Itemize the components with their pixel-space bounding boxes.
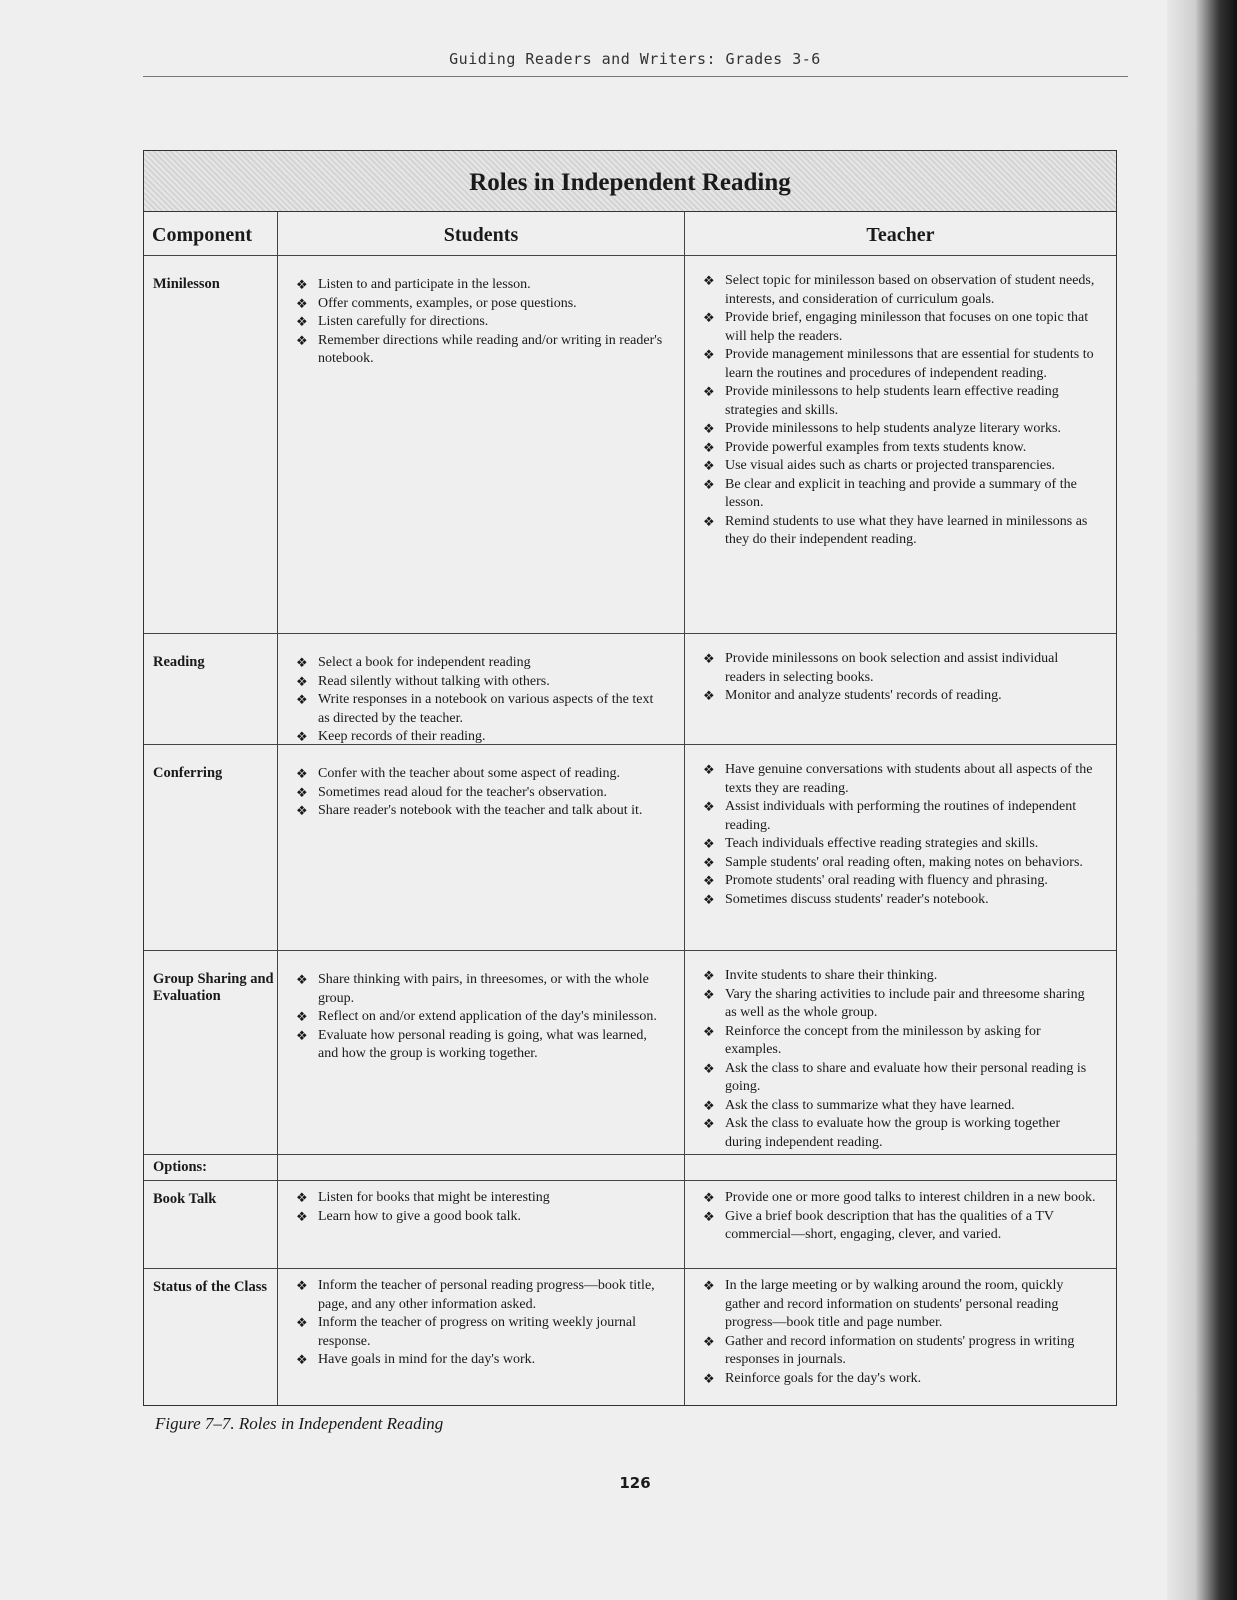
table-row [144,256,1116,634]
list-item [703,309,1098,346]
list-item-text: Select topic for minilesson based on observation of student needs, interests, and consideration of curriculum goals. [725,273,1095,307]
four-diamond-bullet-icon: ❖ [703,1023,715,1039]
four-diamond-bullet-icon: ❖ [296,1208,308,1224]
four-diamond-bullet-icon: ❖ [703,513,715,529]
list-item [296,1314,666,1351]
students-list [296,276,666,369]
four-diamond-bullet-icon: ❖ [703,1097,715,1113]
four-diamond-bullet-icon: ❖ [703,1333,715,1349]
students-cell [278,951,685,1154]
four-diamond-bullet-icon: ❖ [703,458,715,473]
four-diamond-bullet-icon: ❖ [703,347,715,362]
list-item [703,650,1098,687]
teacher-cell [685,256,1116,633]
table-row [144,1155,1116,1181]
list-item [296,1027,666,1064]
list-item [703,761,1098,798]
four-diamond-bullet-icon: ❖ [296,692,308,707]
table-row [144,634,1116,745]
list-item [703,687,1098,706]
list-item [703,891,1098,910]
four-diamond-bullet-icon: ❖ [703,1208,715,1224]
four-diamond-bullet-icon: ❖ [703,310,715,325]
list-item [703,1115,1098,1152]
four-diamond-bullet-icon: ❖ [296,1352,308,1367]
students-list [296,654,666,747]
four-diamond-bullet-icon: ❖ [703,891,715,907]
list-item-text: Reflect on and/or extend application of the day's minilesson. [318,1009,657,1024]
list-item [703,854,1098,873]
list-item [703,1370,1098,1389]
four-diamond-bullet-icon: ❖ [296,673,308,689]
four-diamond-bullet-icon: ❖ [703,439,715,455]
list-item-text: Provide brief, engaging minilesson that focuses on one topic that will help the readers. [725,310,1089,344]
students-cell [278,634,685,744]
list-item [296,1008,666,1027]
teacher-list [703,761,1098,909]
four-diamond-bullet-icon: ❖ [296,314,308,329]
list-item [296,673,666,692]
table-title: Roles in Independent Reading [469,169,791,196]
four-diamond-bullet-icon: ❖ [296,766,308,781]
four-diamond-bullet-icon: ❖ [296,729,308,744]
four-diamond-bullet-icon: ❖ [703,836,715,851]
teacher-cell [685,1269,1116,1405]
list-item-text: Share reader's notebook with the teacher and talk about it. [318,803,643,818]
list-item [703,1277,1098,1333]
teacher-cell [685,745,1116,950]
list-item-text: Confer with the teacher about some aspect of reading. [318,766,621,781]
list-item [296,802,666,821]
four-diamond-bullet-icon: ❖ [703,1060,715,1076]
list-item-text: Sample students' oral reading often, making notes on behaviors. [725,854,1083,870]
list-item-text: Sometimes read aloud for the teacher's observation. [318,784,608,800]
students-list [296,765,666,821]
list-item-text: Inform the teacher of progress on writing weekly journal response. [318,1315,637,1349]
table-header-row [144,212,1116,256]
four-diamond-bullet-icon: ❖ [703,476,715,492]
four-diamond-bullet-icon: ❖ [703,986,715,1002]
teacher-list [703,967,1098,1152]
list-item-text: Learn how to give a good book talk. [318,1208,521,1224]
header-teacher: Teacher [866,224,935,246]
list-item-text: Have goals in mind for the day's work. [318,1352,536,1367]
list-item [703,986,1098,1023]
students-cell [278,1269,685,1405]
list-item-text: Provide minilessons on book selection and assist individual readers in selecting books. [725,651,1059,685]
list-item-text: Provide management minilessons that are essential for students to learn the routines and procedures of independent reading. [725,347,1094,381]
list-item-text: Ask the class to summarize what they have learned. [725,1097,1015,1113]
list-item [703,1023,1098,1060]
list-item [296,1351,666,1370]
four-diamond-bullet-icon: ❖ [703,1190,715,1205]
book-spine-shadow [1167,0,1237,1600]
list-item [703,967,1098,986]
list-item-text: Sometimes discuss students' reader's notebook. [725,891,989,907]
list-item-text: Share thinking with pairs, in threesomes, or with the whole group. [318,972,649,1006]
students-list [296,971,666,1064]
list-item [296,1189,666,1208]
teacher-list [703,1189,1098,1245]
table-row [144,745,1116,951]
list-item [703,457,1098,476]
table-row [144,1269,1116,1405]
list-item-text: Listen carefully for directions. [318,314,489,329]
list-item [296,728,666,747]
page-number: 126 [619,1474,651,1492]
list-item-text: Evaluate how personal reading is going, what was learned, and how the group is working together. [318,1027,647,1061]
list-item [296,784,666,803]
list-item-text: Keep records of their reading. [318,729,486,744]
table-body [144,256,1116,1405]
list-item-text: Be clear and explicit in teaching and provide a summary of the lesson. [725,476,1077,510]
four-diamond-bullet-icon: ❖ [296,972,308,987]
four-diamond-bullet-icon: ❖ [296,277,308,292]
list-item-text: Vary the sharing activities to include pair and threesome sharing as well as the whole group. [725,986,1085,1020]
table-row [144,951,1116,1155]
list-item [296,654,666,673]
four-diamond-bullet-icon: ❖ [703,1116,715,1131]
list-item-text: Gather and record information on students' progress in writing responses in journals. [725,1333,1075,1367]
list-item-text: Reinforce the concept from the minilesson by asking for examples. [725,1023,1041,1057]
four-diamond-bullet-icon: ❖ [703,384,715,399]
list-item [703,872,1098,891]
running-head: Guiding Readers and Writers: Grades 3-6 [449,50,821,68]
component-cell: Book Talk [144,1181,278,1268]
teacher-list [703,272,1098,550]
list-item-text: Ask the class to share and evaluate how their personal reading is going. [725,1060,1087,1094]
table-title-band [144,151,1116,212]
four-diamond-bullet-icon: ❖ [703,651,715,666]
four-diamond-bullet-icon: ❖ [703,273,715,288]
four-diamond-bullet-icon: ❖ [703,1370,715,1386]
list-item-text: Write responses in a notebook on various aspects of the text as directed by the teacher. [318,692,654,726]
list-item-text: Offer comments, examples, or pose questions. [318,295,577,311]
list-item-text: In the large meeting or by walking around the room, quickly gather and record information on students' personal reading progress—book title and page number. [725,1278,1064,1330]
list-item [703,1097,1098,1116]
header-rule [143,76,1128,77]
list-item-text: Invite students to share their thinking. [725,968,938,983]
list-item-text: Provide one or more good talks to interest children in a new book. [725,1190,1096,1205]
list-item-text: Promote students' oral reading with fluency and phrasing. [725,873,1048,888]
students-cell [278,1181,685,1268]
teacher-list [703,1277,1098,1388]
list-item [703,1189,1098,1208]
four-diamond-bullet-icon: ❖ [703,799,715,814]
four-diamond-bullet-icon: ❖ [296,1009,308,1024]
list-item [703,346,1098,383]
teacher-cell [685,634,1116,744]
list-item [703,439,1098,458]
table-row [144,1181,1116,1269]
students-list [296,1189,666,1226]
list-item [703,1060,1098,1097]
list-item-text: Assist individuals with performing the routines of independent reading. [725,799,1077,833]
students-list [296,1277,666,1370]
four-diamond-bullet-icon: ❖ [296,1027,308,1043]
list-item-text: Monitor and analyze students' records of reading. [725,688,1002,703]
list-item [703,272,1098,309]
component-cell: Status of the Class [144,1269,278,1405]
figure-caption: Figure 7–7. Roles in Independent Reading [155,1414,444,1433]
list-item-text: Inform the teacher of personal reading progress—book title, page, and any other information asked. [318,1278,655,1312]
list-item-text: Reinforce goals for the day's work. [725,1370,922,1386]
list-item [703,798,1098,835]
four-diamond-bullet-icon: ❖ [703,1278,715,1293]
teacher-cell [685,951,1116,1154]
students-cell [278,256,685,633]
list-item [296,691,666,728]
list-item-text: Remind students to use what they have learned in minilessons as they do their independent reading. [725,513,1088,547]
list-item-text: Remember directions while reading and/or writing in reader's notebook. [318,332,663,366]
list-item-text: Listen to and participate in the lesson. [318,277,531,292]
component-cell: Minilesson [144,256,278,633]
list-item-text: Ask the class to evaluate how the group is working together during independent reading. [725,1116,1061,1150]
list-item [296,276,666,295]
list-item [296,1208,666,1227]
four-diamond-bullet-icon: ❖ [703,968,715,983]
four-diamond-bullet-icon: ❖ [296,1315,308,1330]
four-diamond-bullet-icon: ❖ [296,332,308,348]
list-item-text: Use visual aides such as charts or projected transparencies. [725,458,1056,473]
teacher-cell [685,1181,1116,1268]
list-item [296,1277,666,1314]
list-item [703,1333,1098,1370]
four-diamond-bullet-icon: ❖ [296,1190,308,1205]
list-item [703,1208,1098,1245]
list-item-text: Listen for books that might be interesting [318,1190,550,1205]
teacher-list [703,650,1098,706]
list-item-text: Provide minilessons to help students learn effective reading strategies and skills. [725,384,1059,418]
list-item [703,383,1098,420]
list-item-text: Provide powerful examples from texts students know. [725,439,1027,455]
list-item [296,971,666,1008]
component-cell: Reading [144,634,278,744]
four-diamond-bullet-icon: ❖ [703,688,715,703]
component-cell: Options: [144,1155,278,1180]
list-item [296,332,666,369]
four-diamond-bullet-icon: ❖ [296,655,308,670]
header-students: Students [278,212,685,255]
list-item [703,835,1098,854]
four-diamond-bullet-icon: ❖ [703,873,715,888]
students-cell [278,745,685,950]
four-diamond-bullet-icon: ❖ [296,1278,308,1293]
list-item [296,313,666,332]
four-diamond-bullet-icon: ❖ [703,421,715,436]
list-item-text: Read silently without talking with others. [318,673,550,689]
list-item-text: Select a book for independent reading [318,655,531,670]
four-diamond-bullet-icon: ❖ [703,762,715,777]
list-item [703,513,1098,550]
list-item [296,765,666,784]
four-diamond-bullet-icon: ❖ [296,295,308,311]
list-item-text: Teach individuals effective reading strategies and skills. [725,836,1039,851]
list-item [703,420,1098,439]
list-item-text: Have genuine conversations with students about all aspects of the texts they are reading. [725,762,1093,796]
roles-table [143,150,1117,1406]
four-diamond-bullet-icon: ❖ [296,803,308,818]
header-component: Component [144,212,278,255]
list-item [296,295,666,314]
list-item [703,476,1098,513]
four-diamond-bullet-icon: ❖ [296,784,308,800]
four-diamond-bullet-icon: ❖ [703,854,715,870]
component-cell: Group Sharing and Evaluation [144,951,278,1154]
teacher-cell [685,1155,1116,1180]
list-item-text: Provide minilessons to help students analyze literary works. [725,421,1061,436]
component-cell: Conferring [144,745,278,950]
list-item-text: Give a brief book description that has the qualities of a TV commercial—short, engaging, clever, and varied. [725,1208,1054,1242]
